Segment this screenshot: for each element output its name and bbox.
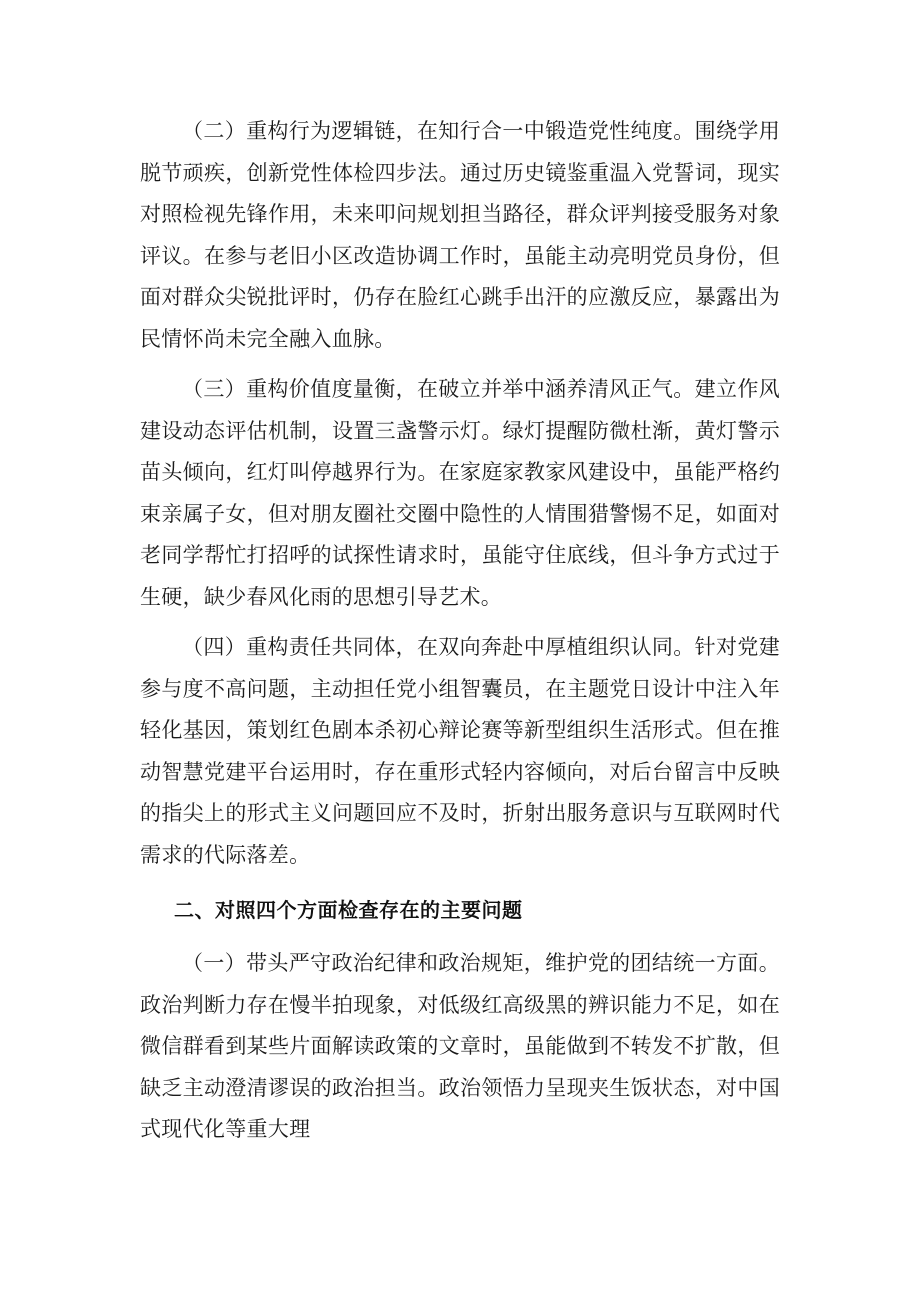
paragraph-section-3: （三）重构价值度量衡，在破立并举中涵养清风正气。建立作风建设动态评估机制，设置三盏警示灯。绿灯提醒防微杜渐，黄灯警示苗头倾向，红灯叫停越界行为。在家庭家教家风建设中，虽能严格约束亲属子女，但对朋友圈社交圈中隐性的人情围猎警惕不足，如面对老同学帮忙打招呼的试探性请求时，虽能守住底线，但斗争方式过于生硬，缺少春风化雨的思想引导艺术。: [140, 377, 780, 609]
paragraph-section-4: （四）重构责任共同体，在双向奔赴中厚植组织认同。针对党建参与度不高问题，主动担任党小组智囊员，在主题党日设计中注入年轻化基因，策划红色剧本杀初心辩论赛等新型组织生活形式。但在推动智慧党建平台运用时，存在重形式轻内容倾向，对后台留言中反映的指尖上的形式主义问题回应不及时，折射出服务意识与互联网时代需求的代际落差。: [140, 635, 780, 867]
paragraph-section-2: （二）重构行为逻辑链，在知行合一中锻造党性纯度。围绕学用脱节顽疾，创新党性体检四步法。通过历史镜鉴重温入党誓词，现实对照检视先锋作用，未来叩问规划担当路径，群众评判接受服务对象评议。在参与老旧小区改造协调工作时，虽能主动亮明党员身份，但面对群众尖锐批评时，仍存在脸红心跳手出汗的应激反应，暴露出为民情怀尚未完全融入血脉。: [140, 119, 780, 351]
section-heading: 二、对照四个方面检查存在的主要问题: [174, 898, 523, 922]
paragraph-issue-1: （一）带头严守政治纪律和政治规矩，维护党的团结统一方面。政治判断力存在慢半拍现象，对低级红高级黑的辨识能力不足，如在微信群看到某些片面解读政策的文章时，虽能做到不转发不扩散，但缺乏主动澄清谬误的政治担当。政治领悟力呈现夹生饭状态，对中国式现代化等重大理: [140, 951, 780, 1141]
